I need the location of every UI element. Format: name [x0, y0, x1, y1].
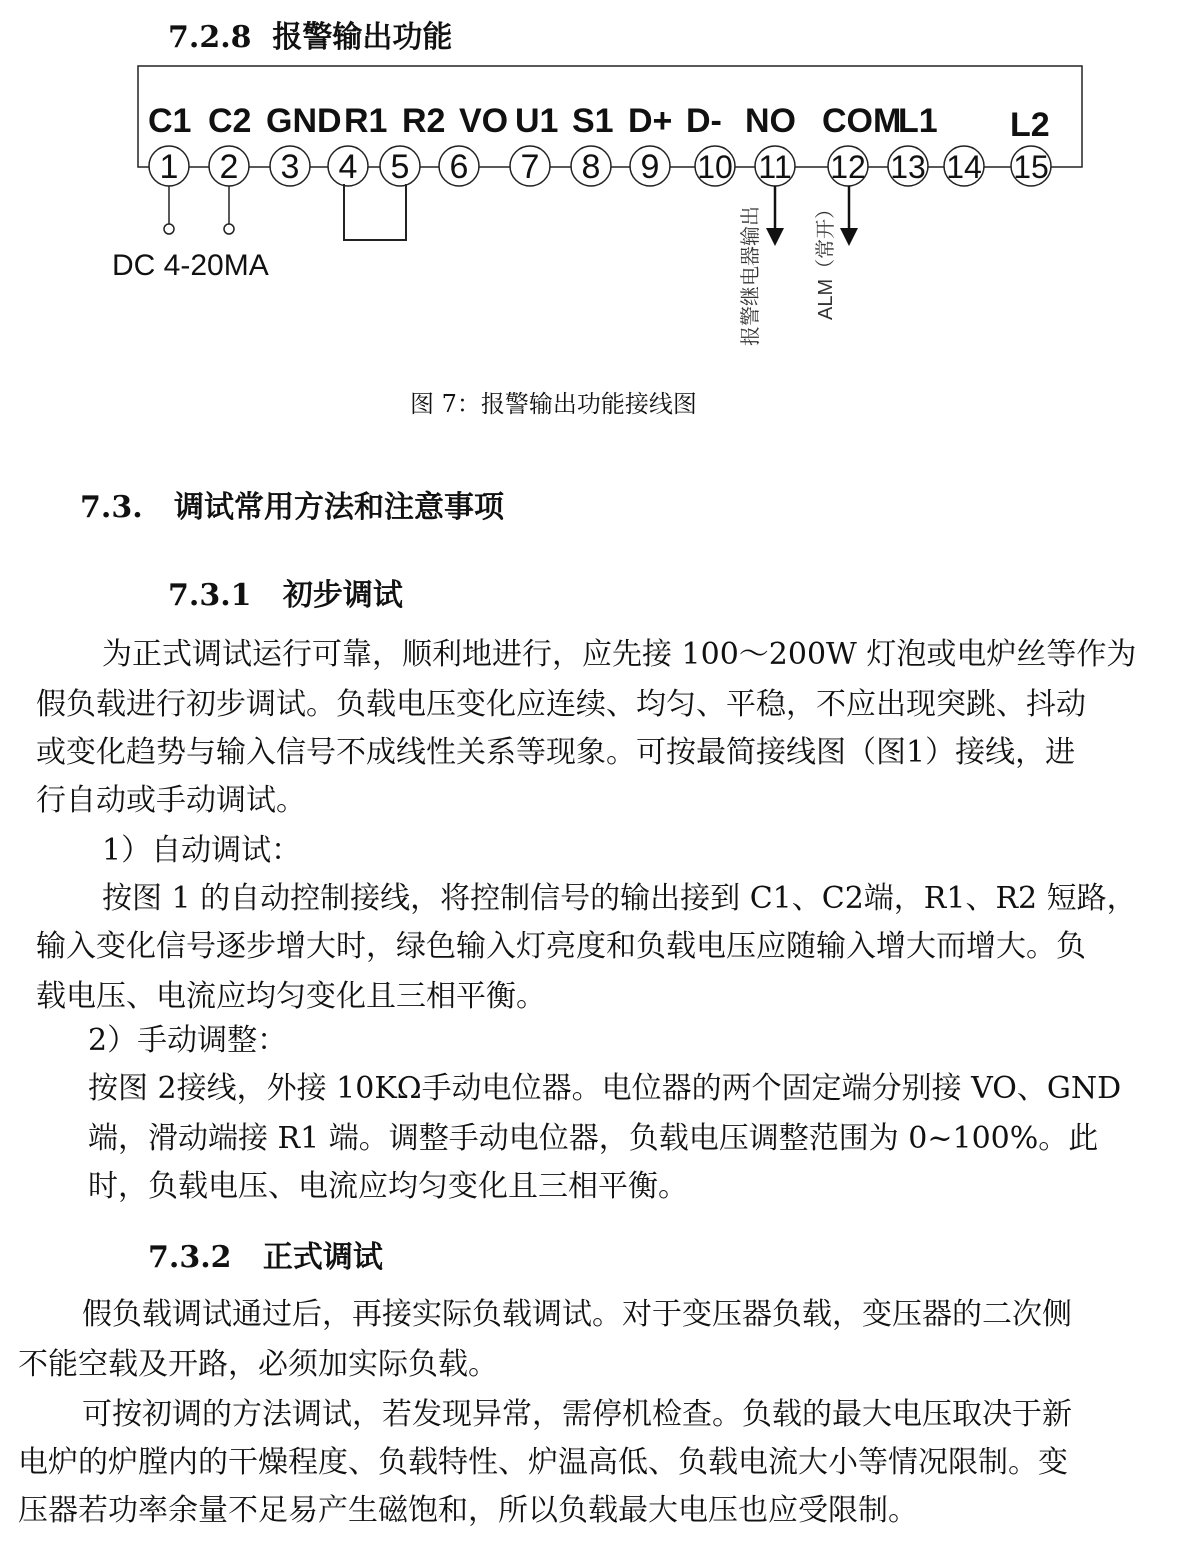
terminal-label: D+ [628, 102, 673, 140]
relay-output-arrow-icon [766, 228, 784, 246]
section-title: 报警输出功能 [272, 20, 453, 55]
auto-para-line-2: 输入变化信号逐步增大时，绿色输入灯亮度和负载电压应随输入增大而增大。负 [36, 929, 1086, 964]
terminal-number: 11 [758, 149, 792, 185]
terminal-label: L1 [898, 102, 938, 140]
para-731-line-2: 假负载进行初步调试。负载电压变化应连续、均匀、平稳，不应出现突跳、抖动 [36, 687, 1086, 722]
terminal-number: 8 [581, 148, 601, 186]
section-number: 7.2.8 [168, 20, 252, 55]
terminal-number: 9 [640, 148, 660, 186]
terminal-number: 2 [219, 148, 239, 186]
terminal-label: GND [266, 102, 342, 140]
figure-caption: 图 7：报警输出功能接线图 [410, 390, 697, 418]
auto-debug-heading: 1）自动调试： [102, 833, 302, 868]
section-heading-7-3-2 [148, 1232, 383, 1276]
para-731-line-4: 行自动或手动调试。 [36, 783, 306, 818]
terminal-label: VO [459, 102, 509, 140]
para-731-line-3: 或变化趋势与输入信号不成线性关系等现象。可按最简接线图（图1）接线，进 [36, 735, 1076, 770]
terminal-number: 12 [830, 149, 866, 185]
terminal-number: 10 [697, 149, 733, 185]
section-title: 正式调试 [262, 1240, 383, 1275]
terminal-number: 3 [280, 148, 300, 186]
terminal-label: L2 [1010, 106, 1050, 144]
terminal-number: 7 [520, 148, 540, 186]
terminal-number: 6 [449, 148, 469, 186]
terminal-number: 4 [338, 148, 358, 186]
alm-output-arrow-icon [840, 228, 858, 246]
section-title: 调试常用方法和注意事项 [173, 490, 504, 525]
terminal-number: 13 [890, 149, 926, 185]
r1-r2-jumper [344, 184, 406, 240]
terminal-label: R1 [344, 102, 388, 140]
terminal-number: 5 [390, 148, 410, 186]
section-title: 初步调试 [282, 578, 403, 613]
relay-output-label: 报警继电器输出 [740, 206, 762, 346]
c1-terminal-dot [164, 224, 174, 234]
manual-adjust-heading: 2）手动调整： [88, 1023, 288, 1058]
para-732b-line-3: 压器若功率余量不足易产生磁饱和，所以负载最大电压也应受限制。 [18, 1493, 918, 1528]
section-number: 7.3.2 [148, 1240, 232, 1275]
terminal-label: C2 [208, 102, 252, 140]
auto-para-line-3: 载电压、电流应均匀变化且三相平衡。 [36, 979, 546, 1014]
para-731-line-1: 为正式调试运行可靠，顺利地进行，应先接 100～200W 灯泡或电炉丝等作为 [102, 637, 1137, 672]
manual-para-line-2: 端，滑动端接 R1 端。调整手动电位器，负载电压调整范围为 0~100%。此 [88, 1121, 1099, 1156]
terminal-label: R2 [402, 102, 446, 140]
section-heading-7-3 [80, 482, 504, 526]
terminal-label: D- [686, 102, 722, 140]
c2-terminal-dot [224, 224, 234, 234]
para-732a-line-1: 假负载调试通过后，再接实际负载调试。对于变压器负载，变压器的二次侧 [82, 1297, 1072, 1332]
section-number: 7.3. [80, 490, 143, 525]
terminal-label: NO [745, 102, 796, 140]
section-heading-7-3-1 [168, 570, 403, 614]
manual-para-line-1: 按图 2接线，外接 10KΩ手动电位器。电位器的两个固定端分别接 VO、GND [88, 1071, 1122, 1106]
terminal-number: 14 [946, 149, 982, 185]
terminal-label: C1 [148, 102, 192, 140]
para-732b-line-1: 可按初调的方法调试，若发现异常，需停机检查。负载的最大电压取决于新 [82, 1397, 1072, 1432]
para-732b-line-2: 电炉的炉膛内的干燥程度、负载特性、炉温高低、负载电流大小等情况限制。变 [18, 1445, 1068, 1480]
input-label: DC 4-20MA [112, 249, 269, 282]
terminal-label: U1 [515, 102, 559, 140]
manual-para-line-3: 时，负载电压、电流应均匀变化且三相平衡。 [88, 1169, 688, 1204]
alm-label: ALM（常开） [815, 198, 837, 320]
terminal-number: 15 [1013, 149, 1049, 185]
wiring-diagram [0, 0, 1200, 370]
section-number: 7.3.1 [168, 578, 252, 613]
terminal-label: S1 [572, 102, 614, 140]
para-732a-line-2: 不能空载及开路，必须加实际负载。 [18, 1347, 498, 1382]
terminal-label: COM [822, 102, 902, 140]
auto-para-line-1: 按图 1 的自动控制接线，将控制信号的输出接到 C1、C2端，R1、R2 短路， [102, 881, 1137, 916]
terminal-number: 1 [159, 148, 179, 186]
